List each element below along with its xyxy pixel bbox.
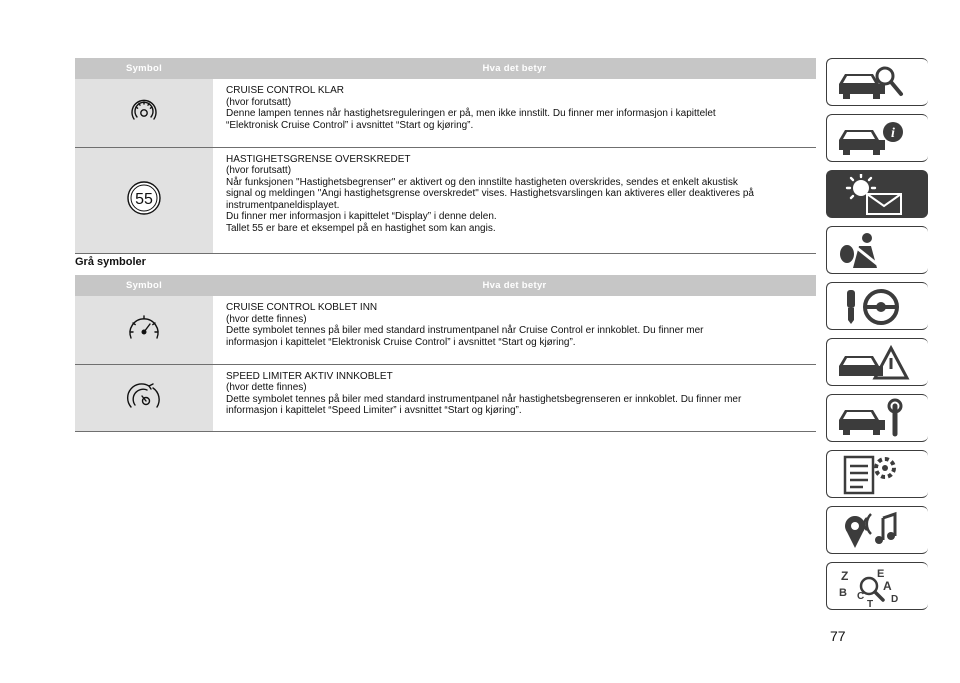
svg-text:B: B <box>839 587 847 599</box>
symbol-description-line: Denne lampen tennes når hastighetsreguleringen er på, men ikke innstilt. Du finner mer informasjon i kapittelet <box>226 108 716 120</box>
section-heading: Grå symboler <box>75 256 146 268</box>
table-row <box>75 147 816 253</box>
table-header-row <box>75 275 816 296</box>
symbol-description-line: “Elektronisk Cruise Control” i avsnittet “Start og kjøring”. <box>226 119 474 131</box>
car-service-wrench-icon <box>833 398 913 440</box>
alphabetical-index-icon <box>833 566 913 608</box>
tab-car-search[interactable] <box>826 58 928 106</box>
header-meaning: Hva det betyr <box>213 275 816 296</box>
symbol-description-line: Når funksjonen "Hastighetsbegrenser" er aktivert og den innstilte hastigheten overskrides, sendes et enkelt akustisk <box>226 176 738 188</box>
symbol-description-line: Du finner mer informasjon i kapittelet “Display” i denne delen. <box>226 211 497 223</box>
table-row <box>75 364 816 431</box>
tab-emergency[interactable] <box>826 338 928 386</box>
tab-car-info[interactable] <box>826 114 928 162</box>
tab-technical-data[interactable] <box>826 450 928 498</box>
symbol-availability: (hvor dette finnes) <box>226 382 307 394</box>
icon-cell <box>75 364 213 431</box>
symbol-availability: (hvor dette finnes) <box>226 313 307 325</box>
tab-index[interactable] <box>826 562 928 610</box>
symbol-description-line: Dette symbolet tennes på biler med standard instrumentpanel når Cruise Control er innkoblet. Du finner mer <box>226 325 704 337</box>
tab-service[interactable] <box>826 394 928 442</box>
grey-symbol-table <box>75 275 816 432</box>
header-symbol: Symbol <box>75 275 213 296</box>
speed-limiter-active-icon <box>124 377 164 415</box>
description-cell <box>213 147 816 253</box>
airbag-seatbelt-icon <box>833 230 913 272</box>
car-info-icon <box>833 118 913 160</box>
warning-symbol-table <box>75 58 816 254</box>
symbol-description-line: signal og meldingen "Angi hastighetsgrense overskredet" vises. Hastighetsvarslingen kan aktiveres eller deaktiveres på <box>226 188 754 200</box>
speed-limit-exceeded-icon <box>125 179 163 217</box>
key-steering-wheel-icon <box>833 286 913 328</box>
cruise-control-engaged-icon <box>124 310 164 346</box>
table-header-row <box>75 58 816 79</box>
svg-text:D: D <box>891 594 899 605</box>
svg-text:E: E <box>877 568 885 580</box>
symbol-title: SPEED LIMITER AKTIV INNKOBLET <box>226 370 393 382</box>
icon-cell <box>75 147 213 253</box>
svg-text:C: C <box>857 591 865 602</box>
page-number: 77 <box>830 628 846 644</box>
symbol-title: HASTIGHETSGRENSE OVERSKREDET <box>226 153 411 165</box>
svg-text:A: A <box>883 579 892 593</box>
svg-text:T: T <box>867 599 874 608</box>
symbol-description-line: informasjon i kapittelet “Elektronisk Cruise Control” i avsnittet “Start og kjøring”. <box>226 336 576 348</box>
tab-starting-driving[interactable] <box>826 282 928 330</box>
symbol-description-line: informasjon i kapittelet “Speed Limiter” i avsnittet “Start og kjøring”. <box>226 405 522 417</box>
icon-cell <box>75 79 213 147</box>
table-row <box>75 79 816 147</box>
header-meaning: Hva det betyr <box>213 58 816 79</box>
table-row <box>75 296 816 364</box>
car-emergency-icon <box>833 342 913 384</box>
svg-text:Z: Z <box>841 569 849 583</box>
speed-limit-value: 55 <box>135 191 153 209</box>
symbol-title: CRUISE CONTROL KOBLET INN <box>226 302 378 313</box>
description-cell <box>213 79 816 147</box>
description-cell <box>213 296 816 364</box>
warning-light-message-icon <box>833 174 913 216</box>
tab-safety[interactable] <box>826 226 928 274</box>
description-cell <box>213 364 816 431</box>
tab-warning-lights[interactable] <box>826 170 928 218</box>
tab-multimedia[interactable] <box>826 506 928 554</box>
icon-cell <box>75 296 213 364</box>
symbol-title: CRUISE CONTROL KLAR <box>226 85 344 96</box>
symbol-description-line: Dette symbolet tennes på biler med standard instrumentpanel når hastighetsbegrenseren er innkoblet. Du finner mer <box>226 393 742 405</box>
symbol-description-line: Tallet 55 er bare et eksempel på en hastighet som kan angis. <box>226 223 496 235</box>
car-search-icon <box>833 62 913 104</box>
chapter-tabs <box>826 58 930 618</box>
svg-text:i: i <box>891 126 895 141</box>
multimedia-music-icon <box>833 510 913 552</box>
technical-data-gear-icon <box>833 454 913 496</box>
header-symbol: Symbol <box>75 58 213 79</box>
cruise-control-ready-icon <box>126 93 162 129</box>
symbol-availability: (hvor forutsatt) <box>226 96 292 108</box>
symbol-description-line: instrumentpaneldisplayet. <box>226 199 340 211</box>
symbol-availability: (hvor forutsatt) <box>226 165 292 177</box>
